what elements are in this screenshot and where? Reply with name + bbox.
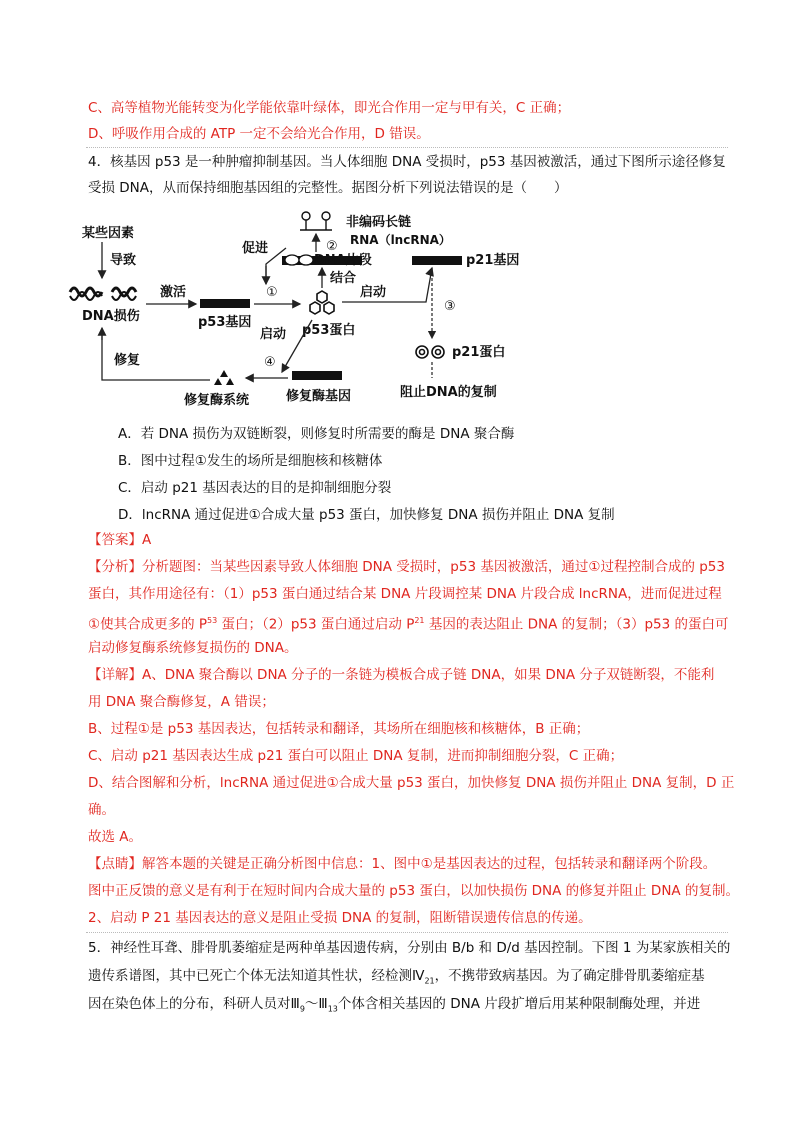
analysis-line4: 启动修复酶系统修复损伤的 DNA。 (88, 640, 298, 656)
analysis-line3-part1: ①使其合成更多的 P (88, 616, 208, 633)
q5-sub-21: 21 (424, 976, 435, 986)
detail-line2: 用 DNA 聚合酶修复，A 错误； (88, 694, 275, 710)
label-repair-enzyme-gene: 修复酶基因 (286, 389, 352, 404)
label-some-factors: 某些因素 (82, 226, 135, 241)
q5-sub-13: 13 (327, 1004, 338, 1014)
q5-line2-part2: ，不携带致病基因。为了确定腓骨肌萎缩症基 (434, 968, 705, 984)
p53-protein-icon (310, 291, 334, 314)
detail-line3: B、过程①是 p53 基因表达，包括转录和翻译，其场所在细胞核和核糖体，B 正确； (88, 721, 590, 737)
broken-dna-icon (70, 288, 136, 300)
p21-protein-icon (416, 346, 444, 358)
tip-line3: 2、启动 P 21 基因表达的意义是阻止受损 DNA 的复制，阻断错误遗传信息的传递。 (88, 910, 592, 926)
label-start1: 启动 (360, 285, 387, 300)
label-activate: 激活 (160, 285, 187, 300)
q5-line3-part1: 因在染色体上的分布，科研人员对Ⅲ (88, 996, 300, 1012)
p21-gene-bar (412, 256, 462, 265)
analysis-line3-part2: 蛋白；（2）p53 蛋白通过启动 P (217, 616, 415, 633)
repair-enzyme-gene-bar (292, 371, 342, 380)
q4-stem-line1: 4．核基因 p53 是一种肿瘤抑制基因。当人体细胞 DNA 受损时，p53 基因被激活，通过下图所示途径修复 (88, 154, 726, 170)
detail-line5: D、结合图解和分析，lncRNA 通过促进①合成大量 p53 蛋白，加快修复 DNA 损伤并阻止 DNA 复制，D 正 (88, 775, 735, 791)
tip-line1: 【点睛】解答本题的关键是正确分析图中信息：1、图中①是基因表达的过程，包括转录和翻译两个阶段。 (88, 856, 717, 872)
analysis-line3 (88, 611, 728, 635)
q5-line1: 5．神经性耳聋、腓骨肌萎缩症是两种单基因遗传病，分别由 B/b 和 D/d 基因控制。下图 1 为某家族相关的 (88, 940, 731, 956)
q5-sub-9: 9 (299, 1004, 305, 1014)
label-lncrna-line1: 非编码长链 (346, 215, 412, 230)
label-bind: 结合 (330, 271, 357, 286)
detail-line4: C、启动 p21 基因表达生成 p21 蛋白可以阻止 DNA 复制，进而抑制细胞分裂，C 正确； (88, 748, 624, 764)
divider (86, 932, 728, 933)
analysis-line3-part3: 基因的表达阻止 DNA 的复制；（3）p53 的蛋白可 (424, 616, 729, 633)
analysis-sup-53: 53 (207, 616, 218, 625)
label-step1: ① (266, 285, 278, 300)
label-p53-gene: p53基因 (198, 315, 252, 330)
label-promote: 促进 (242, 241, 269, 256)
arrow-start2 (282, 320, 312, 372)
label-step4: ④ (264, 355, 276, 370)
tip-line2: 图中正反馈的意义是有利于在短时间内合成大量的 p53 蛋白，以加快损伤 DNA 的修复并阻止 DNA 的复制。 (88, 883, 739, 899)
q5-line2 (88, 966, 728, 992)
detail-line6: 确。 (88, 802, 115, 818)
label-step2: ② (326, 239, 338, 254)
analysis-sup-21: 21 (414, 616, 425, 625)
label-step3: ③ (444, 299, 456, 314)
choose-answer: 故选 A。 (88, 829, 143, 845)
divider (86, 147, 728, 148)
q5-line2-part1: 遗传系谱图，其中已死亡个体无法知道其性状，经检测Ⅳ (88, 968, 425, 984)
label-p21-gene: p21基因 (466, 253, 520, 268)
p53-pathway-diagram (60, 206, 530, 416)
label-repair: 修复 (114, 353, 141, 368)
label-repair-enzyme-system: 修复酶系统 (184, 393, 250, 408)
option-c[interactable]: C．启动 p21 基因表达的目的是抑制细胞分裂 (118, 480, 392, 496)
option-a[interactable]: A．若 DNA 损伤为双链断裂，则修复时所需要的酶是 DNA 聚合酶 (118, 426, 515, 442)
label-p53-protein: p53蛋白 (302, 323, 356, 338)
label-lead-to: 导致 (110, 253, 137, 268)
p53-gene-bar (200, 299, 250, 308)
q5-line3-part3: 个体含相关基因的 DNA 片段扩增后用某种限制酶处理，并进 (337, 996, 701, 1012)
repair-enzyme-icon (214, 370, 234, 385)
prev-option-d-explanation: D、呼吸作用合成的 ATP 一定不会给光合作用，D 错误。 (88, 126, 430, 142)
label-dna-fragment: DNA片段 (314, 253, 372, 268)
label-start2: 启动 (260, 327, 287, 342)
analysis-line2: 蛋白，其作用途径有：（1）p53 蛋白通过结合某 DNA 片段调控某 DNA 片段合成 lncRNA，进而促进过程 (88, 586, 722, 602)
answer: 【答案】A (88, 532, 152, 548)
label-dna-damage: DNA损伤 (82, 309, 140, 324)
q5-line3-part2: ～Ⅲ (304, 996, 328, 1012)
label-block-dna: 阻止DNA的复制 (400, 385, 497, 400)
q4-stem-line2: 受损 DNA，从而保持细胞基因组的完整性。据图分析下列说法错误的是（ ） (88, 180, 568, 196)
option-d[interactable]: D．lncRNA 通过促进①合成大量 p53 蛋白，加快修复 DNA 损伤并阻止 DNA 复制 (118, 507, 615, 523)
label-p21-protein: p21蛋白 (452, 345, 506, 360)
detail-line1: 【详解】A、DNA 聚合酶以 DNA 分子的一条链为模板合成子链 DNA，如果 DNA 分子双链断裂，不能利 (88, 667, 715, 683)
analysis-line1: 【分析】分析题图：当某些因素导致人体细胞 DNA 受损时，p53 基因被激活，通过①过程控制合成的 p53 (88, 559, 725, 575)
q5-line3 (88, 994, 728, 1020)
lncrna-hairpin-icon (300, 212, 332, 230)
label-lncrna-line2: RNA（lncRNA） (350, 233, 451, 247)
option-b[interactable]: B．图中过程①发生的场所是细胞核和核糖体 (118, 453, 383, 469)
prev-option-c-explanation: C、高等植物光能转变为化学能依靠叶绿体，即光合作用一定与甲有关，C 正确； (88, 100, 571, 116)
